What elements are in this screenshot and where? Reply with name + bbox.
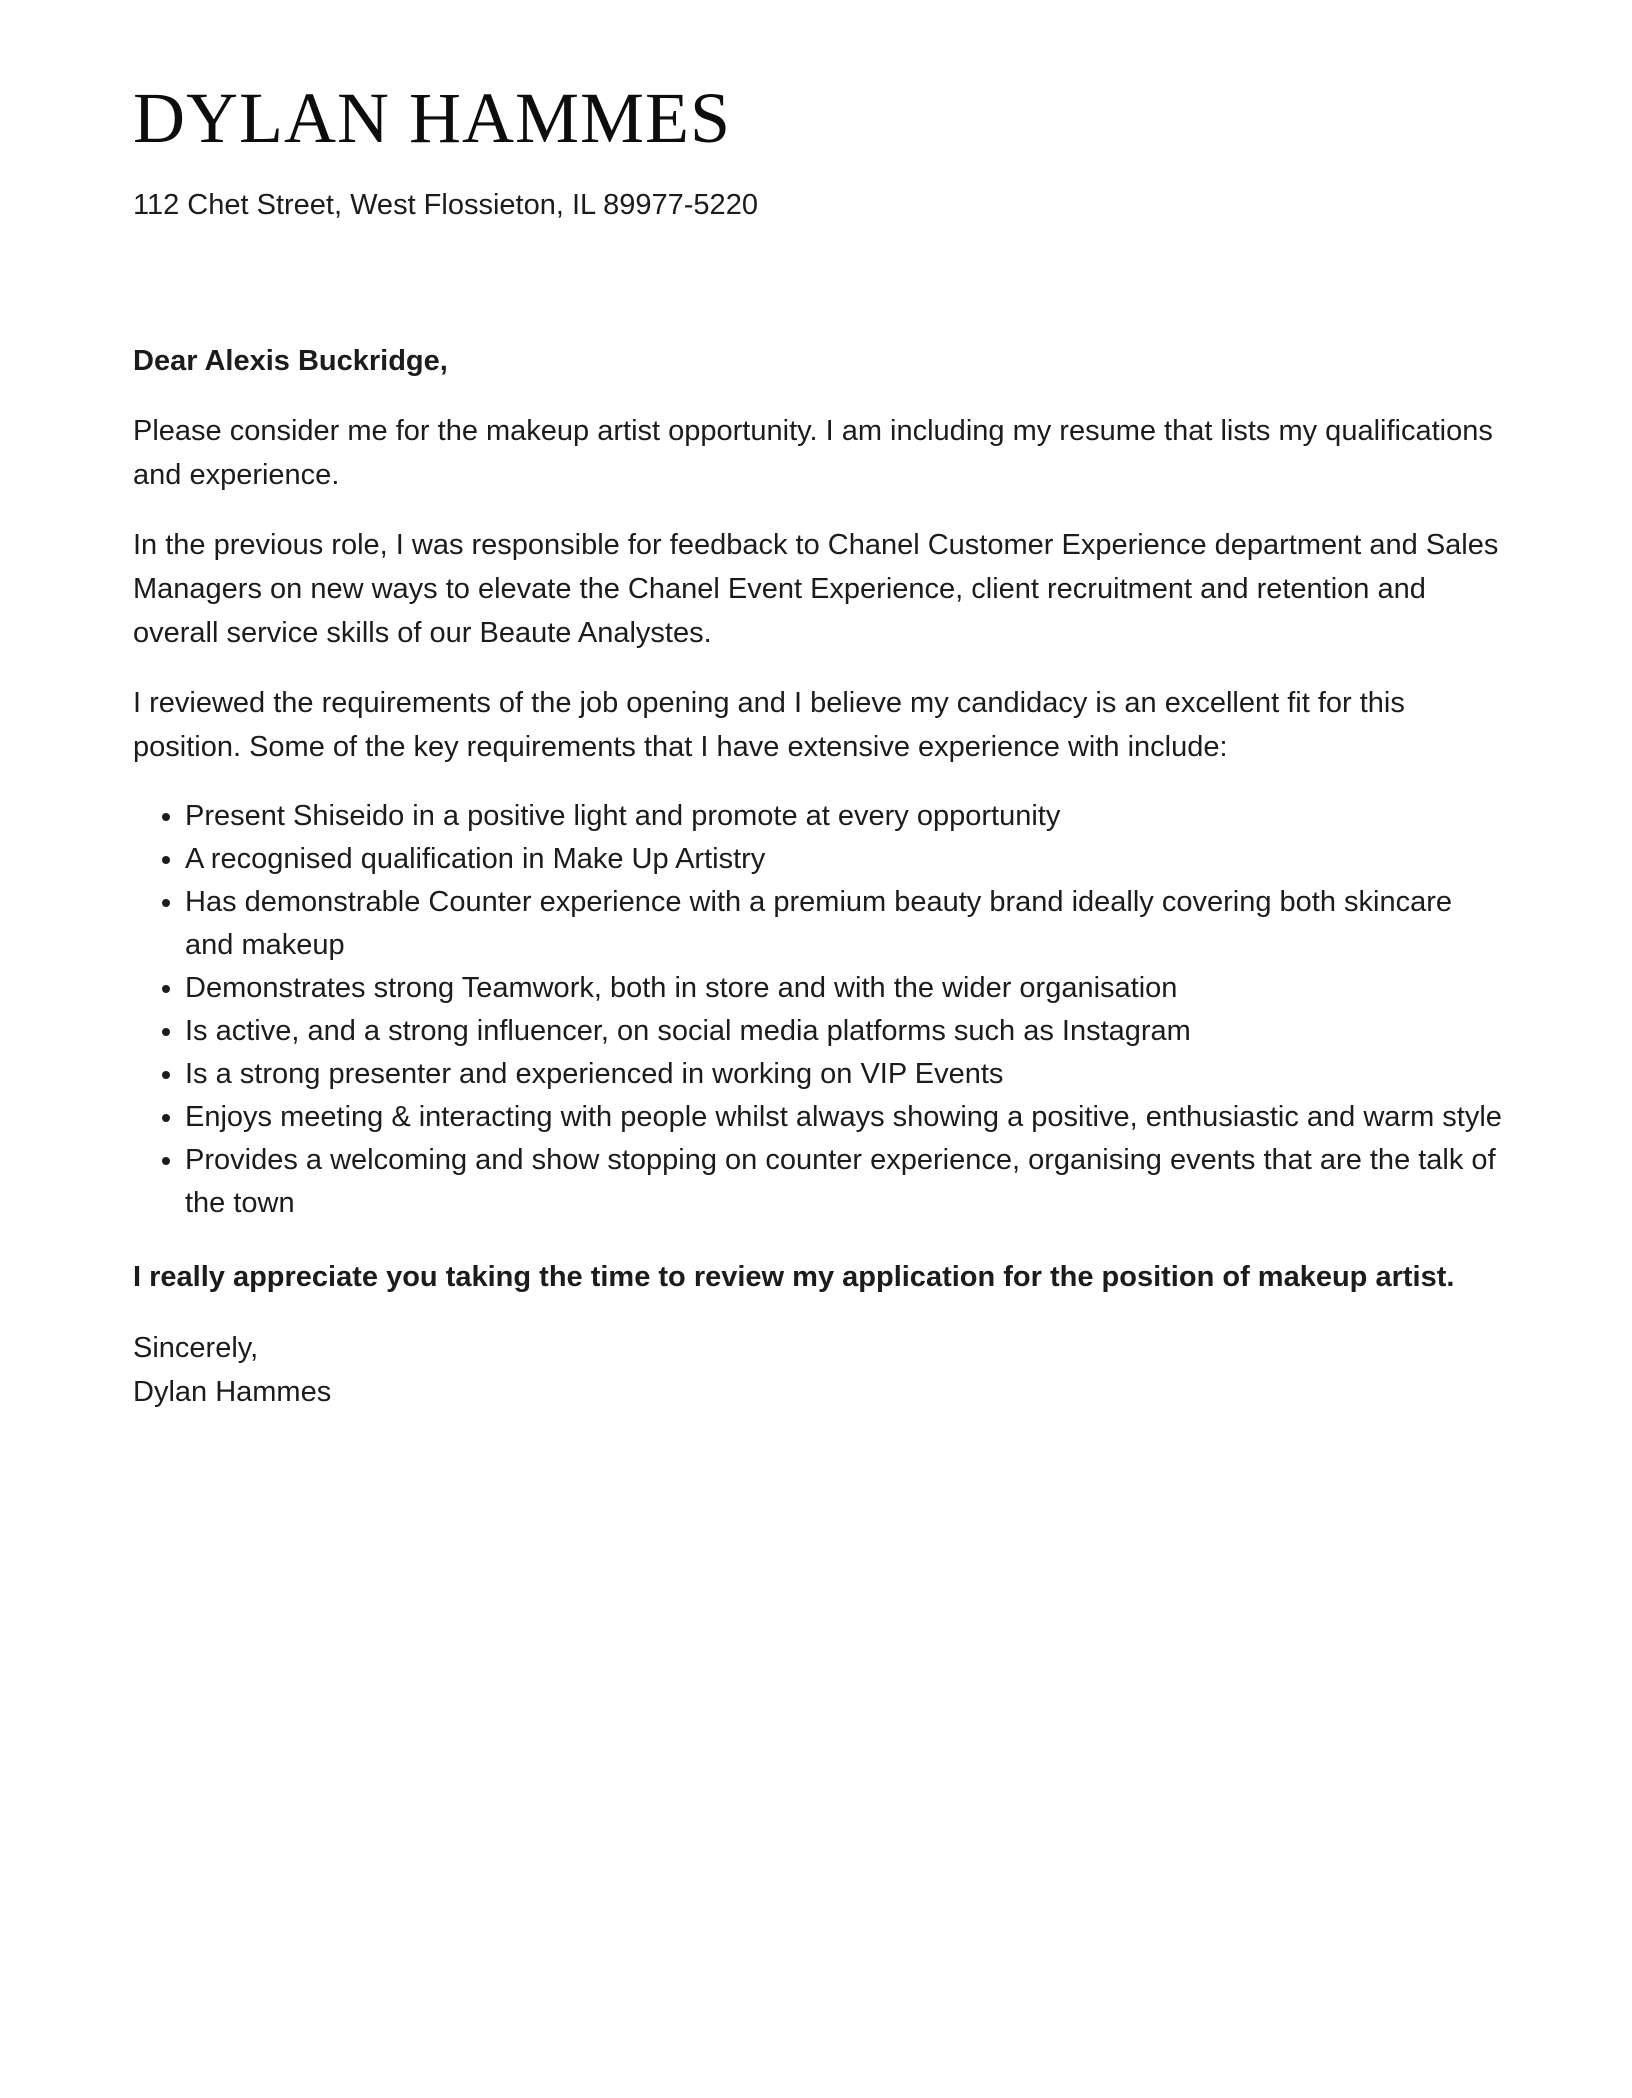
requirement-item: • A recognised qualification in Make Up Artistry: [185, 838, 1502, 881]
signature-block: [133, 1326, 1502, 1414]
paragraph-intro: Please consider me for the makeup artist opportunity. I am including my resume that lists my qualifications and experience.: [133, 415, 1493, 492]
sender-address: 112 Chet Street, West Flossieton, IL 89977-5220: [133, 189, 758, 222]
sender-name: DYLAN HAMMES: [133, 78, 732, 158]
requirement-item: • Provides a welcoming and show stopping on counter experience, organising events that are the talk of the town: [185, 1139, 1502, 1225]
paragraph-previous-role: In the previous role, I was responsible for feedback to Chanel Customer Experience department and Sales Managers on new ways to elevate the Chanel Event Experience, client recruitment and retention and overall service skills of our Beaute Analystes.: [133, 529, 1499, 650]
signoff: Sincerely,: [133, 1332, 259, 1365]
closing-paragraph: I really appreciate you taking the time to review my application for the position of makeup artist.: [133, 1261, 1455, 1294]
requirement-item: • Is a strong presenter and experienced in working on VIP Events: [185, 1053, 1502, 1096]
requirement-item: • Present Shiseido in a positive light and promote at every opportunity: [185, 795, 1502, 838]
requirements-list: [133, 795, 1502, 1225]
paragraph-requirements-lead: I reviewed the requirements of the job opening and I believe my candidacy is an excellent fit for this position. Some of the key requirements that I have extensive experience with include:: [133, 687, 1405, 764]
signature-name: Dylan Hammes: [133, 1376, 332, 1409]
requirement-item: • Demonstrates strong Teamwork, both in store and with the wider organisation: [185, 967, 1502, 1010]
requirement-item: • Has demonstrable Counter experience with a premium beauty brand ideally covering both skincare and makeup: [185, 881, 1502, 967]
letter-body: [133, 339, 1502, 1414]
greeting: Dear Alexis Buckridge,: [133, 345, 448, 378]
requirement-item: • Is active, and a strong influencer, on social media platforms such as Instagram: [185, 1010, 1502, 1053]
requirement-item: • Enjoys meeting & interacting with people whilst always showing a positive, enthusiastic and warm style: [185, 1096, 1502, 1139]
